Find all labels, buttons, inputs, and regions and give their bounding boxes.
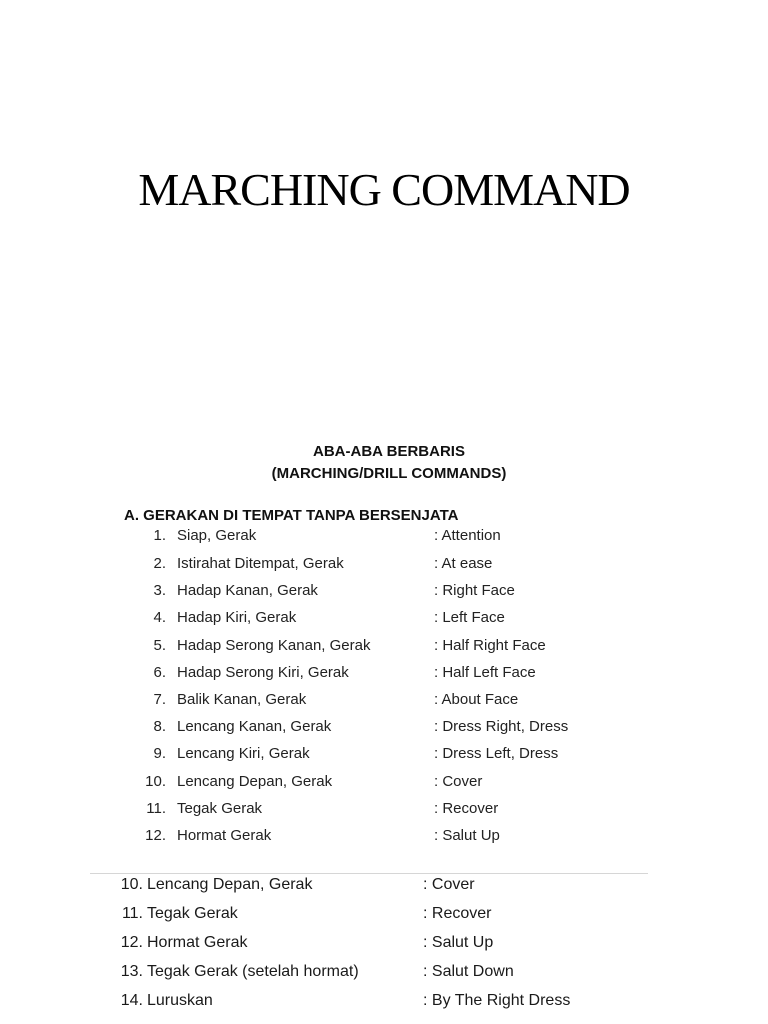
- item-translation: : Attention: [434, 527, 501, 544]
- item-translation: : About Face: [434, 691, 519, 708]
- item-command: Hadap Kanan, Gerak: [177, 582, 318, 599]
- item-command: Hadap Serong Kiri, Gerak: [177, 664, 349, 681]
- item-command: Lencang Depan, Gerak: [177, 773, 333, 790]
- item-number: 9.: [153, 745, 166, 762]
- item-translation: : Dress Right, Dress: [434, 718, 569, 735]
- item-translation: : Salut Up: [423, 934, 494, 951]
- item-translation: : By The Right Dress: [423, 992, 571, 1009]
- item-translation: : Right Face: [434, 582, 515, 599]
- item-number: 6.: [153, 664, 166, 681]
- item-number: 5.: [153, 637, 166, 654]
- item-number: 12.: [120, 934, 143, 951]
- item-command: Siap, Gerak: [177, 527, 257, 544]
- item-number: 10.: [145, 773, 166, 790]
- item-translation: : Cover: [423, 876, 475, 893]
- item-number: 8.: [153, 718, 166, 735]
- section-a-heading: A. GERAKAN DI TEMPAT TANPA BERSENJATA: [124, 507, 459, 524]
- item-translation: : Cover: [434, 773, 483, 790]
- item-translation: : Half Right Face: [434, 637, 546, 654]
- item-command: Hadap Serong Kanan, Gerak: [177, 637, 371, 654]
- item-command: Istirahat Ditempat, Gerak: [177, 555, 344, 572]
- item-number: 14.: [120, 992, 143, 1009]
- item-number: 11.: [146, 800, 166, 817]
- item-command: Luruskan: [147, 992, 213, 1009]
- item-command: Hormat Gerak: [177, 827, 272, 844]
- item-number: 11.: [121, 905, 143, 922]
- subheading-line-1: ABA-ABA BERBARIS: [313, 443, 465, 460]
- item-translation: : Left Face: [434, 609, 505, 626]
- item-command: Tegak Gerak: [147, 905, 238, 922]
- page-title: MARCHING COMMAND: [138, 164, 630, 215]
- item-command: Tegak Gerak: [177, 800, 263, 817]
- subheading-line-2: (MARCHING/DRILL COMMANDS): [271, 465, 507, 482]
- item-command: Tegak Gerak (setelah hormat): [147, 963, 359, 980]
- item-translation: : Dress Left, Dress: [434, 745, 559, 762]
- item-number: 4.: [153, 609, 166, 626]
- item-number: 12.: [145, 827, 166, 844]
- item-translation: : Salut Up: [434, 827, 500, 844]
- item-command: Hadap Kiri, Gerak: [177, 609, 297, 626]
- item-translation: : Half Left Face: [434, 664, 536, 681]
- item-number: 3.: [153, 582, 166, 599]
- item-command: Lencang Kanan, Gerak: [177, 718, 332, 735]
- item-number: 7.: [153, 691, 166, 708]
- item-number: 1.: [153, 527, 166, 544]
- item-number: 2.: [153, 555, 166, 572]
- item-number: 13.: [120, 963, 143, 980]
- page-divider: [90, 873, 648, 874]
- item-translation: : Recover: [434, 800, 499, 817]
- item-command: Lencang Depan, Gerak: [147, 876, 313, 893]
- item-translation: : At ease: [434, 555, 493, 572]
- item-number: 10.: [120, 876, 143, 893]
- item-command: Balik Kanan, Gerak: [177, 691, 307, 708]
- item-translation: : Recover: [423, 905, 492, 922]
- item-command: Lencang Kiri, Gerak: [177, 745, 310, 762]
- item-command: Hormat Gerak: [147, 934, 248, 951]
- item-translation: : Salut Down: [423, 963, 514, 980]
